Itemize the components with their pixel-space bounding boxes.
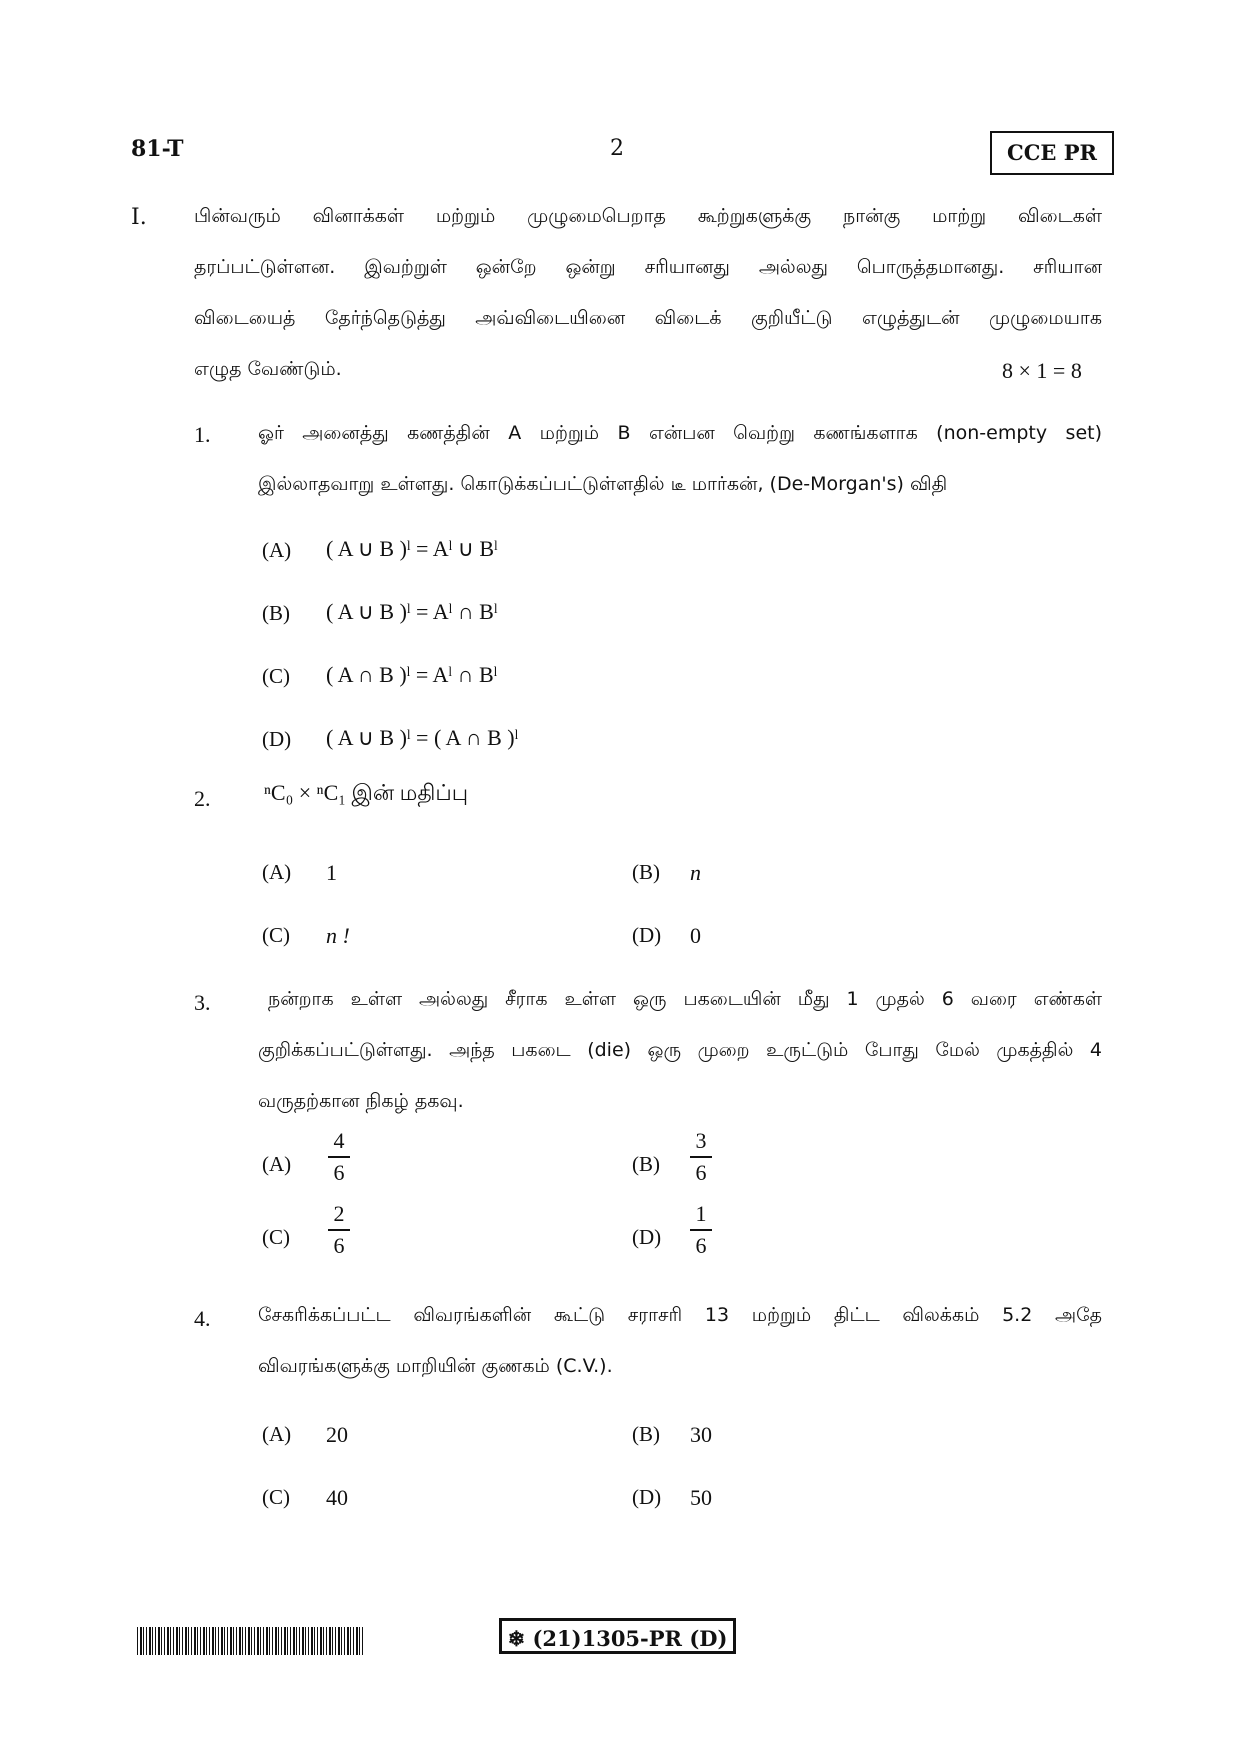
fraction-bar [328, 1156, 350, 1158]
question-2-text: ⁿC₀ × ⁿC₁ இன் மதிப்பு [264, 780, 469, 805]
question-4-line-2: விவரங்களுக்கு மாறியின் குணகம் (C.V.). [258, 1355, 613, 1377]
q1-option-c-text: ( A ∩ B )ˡ = Aˡ ∩ Bˡ [326, 662, 498, 687]
q3-option-a-fraction [328, 1128, 350, 1186]
barcode [137, 1627, 363, 1655]
q4-option-a-label: (A) [262, 1422, 292, 1446]
numerator: 3 [695, 1128, 707, 1153]
instruction-line-3: விடையைத் தேர்ந்தெடுத்து அவ்விடையினை விடைக் குறியீட்டு எழுத்துடன் முழுமையாக [194, 307, 1102, 329]
q2-option-a-label: (A) [262, 860, 292, 884]
question-1-line-2: இல்லாதவாறு உள்ளது. கொடுக்கப்பட்டுள்ளதில் டீ மார்கன், (De-Morgan's) விதி [258, 473, 948, 495]
q3-option-d-fraction [690, 1201, 712, 1259]
q4-option-b-text: 30 [690, 1422, 712, 1447]
q1-option-b-text: ( A ∪ B )ˡ = Aˡ ∩ Bˡ [326, 599, 498, 624]
fraction-bar [690, 1229, 712, 1231]
q3-option-a-label: (A) [262, 1152, 292, 1176]
q2-option-a-text: 1 [326, 860, 337, 885]
page-number: 2 [610, 136, 624, 161]
question-3-line-2: குறிக்கப்பட்டுள்ளது. அந்த பகடை (die) ஒரு முறை உருட்டும் போது மேல் முகத்தில் 4 [258, 1039, 1102, 1061]
fraction-bar [328, 1229, 350, 1231]
question-3-number: 3. [194, 990, 211, 1015]
instruction-line-2: தரப்பட்டுள்ளன. இவற்றுள் ஒன்றே ஒன்று சரியானது அல்லது பொருத்தமானது. சரியான [194, 256, 1102, 278]
instruction-line-1: பின்வரும் வினாக்கள் மற்றும் முழுமைபெறாத கூற்றுகளுக்கு நான்கு மாற்று விடைகள் [194, 205, 1102, 227]
q4-option-b-label: (B) [632, 1422, 660, 1446]
question-3-line-3: வருதற்கான நிகழ் தகவு. [258, 1090, 464, 1112]
q3-option-c-label: (C) [262, 1225, 290, 1249]
q4-option-a-text: 20 [326, 1422, 348, 1447]
denominator: 6 [695, 1160, 707, 1185]
q4-option-d-text: 50 [690, 1485, 712, 1510]
numerator: 2 [333, 1201, 345, 1226]
numerator: 4 [333, 1128, 345, 1153]
fraction-bar [690, 1156, 712, 1158]
denominator: 6 [333, 1233, 345, 1258]
q3-option-b-fraction [690, 1128, 712, 1186]
q4-option-d-label: (D) [632, 1485, 662, 1509]
footer-code-box: ❄ (21)1305-PR (D) [499, 1618, 736, 1654]
question-1-line-1: ஓர் அனைத்து கணத்தின் A மற்றும் B என்பன வெற்று கணங்களாக (non-empty set) [258, 422, 1102, 444]
q2-option-c-text: n ! [326, 923, 350, 948]
denominator: 6 [333, 1160, 345, 1185]
q1-option-a-text: ( A ∪ B )ˡ = Aˡ ∪ Bˡ [326, 536, 498, 561]
q1-option-a-label: (A) [262, 538, 292, 562]
section-number: I. [131, 205, 147, 230]
section-marks: 8 × 1 = 8 [1002, 358, 1082, 383]
question-3-line-1: நன்றாக உள்ள அல்லது சீராக உள்ள ஒரு பகடையின் மீது 1 முதல் 6 வரை எண்கள் [268, 988, 1102, 1010]
q2-option-b-text: n [690, 860, 701, 885]
instruction-line-4: எழுத வேண்டும். [194, 358, 342, 380]
q3-option-b-label: (B) [632, 1152, 660, 1176]
q2-option-c-label: (C) [262, 923, 290, 947]
q2-option-d-label: (D) [632, 923, 662, 947]
q2-option-b-label: (B) [632, 860, 660, 884]
header-box-label: CCE PR [990, 131, 1114, 175]
q4-option-c-label: (C) [262, 1485, 290, 1509]
paper-code: 81-T [131, 136, 184, 162]
q1-option-d-label: (D) [262, 727, 292, 751]
question-1-number: 1. [194, 422, 211, 447]
q3-option-d-label: (D) [632, 1225, 662, 1249]
denominator: 6 [695, 1233, 707, 1258]
q3-option-c-fraction [328, 1201, 350, 1259]
q4-option-c-text: 40 [326, 1485, 348, 1510]
q1-option-d-text: ( A ∪ B )ˡ = ( A ∩ B )ˡ [326, 725, 519, 750]
q1-option-b-label: (B) [262, 601, 290, 625]
question-4-line-1: சேகரிக்கப்பட்ட விவரங்களின் கூட்டு சராசரி 13 மற்றும் திட்ட விலக்கம் 5.2 அதே [258, 1304, 1102, 1326]
question-2-number: 2. [194, 786, 211, 811]
numerator: 1 [695, 1201, 707, 1226]
q1-option-c-label: (C) [262, 664, 290, 688]
question-4-number: 4. [194, 1306, 211, 1331]
q2-option-d-text: 0 [690, 923, 701, 948]
